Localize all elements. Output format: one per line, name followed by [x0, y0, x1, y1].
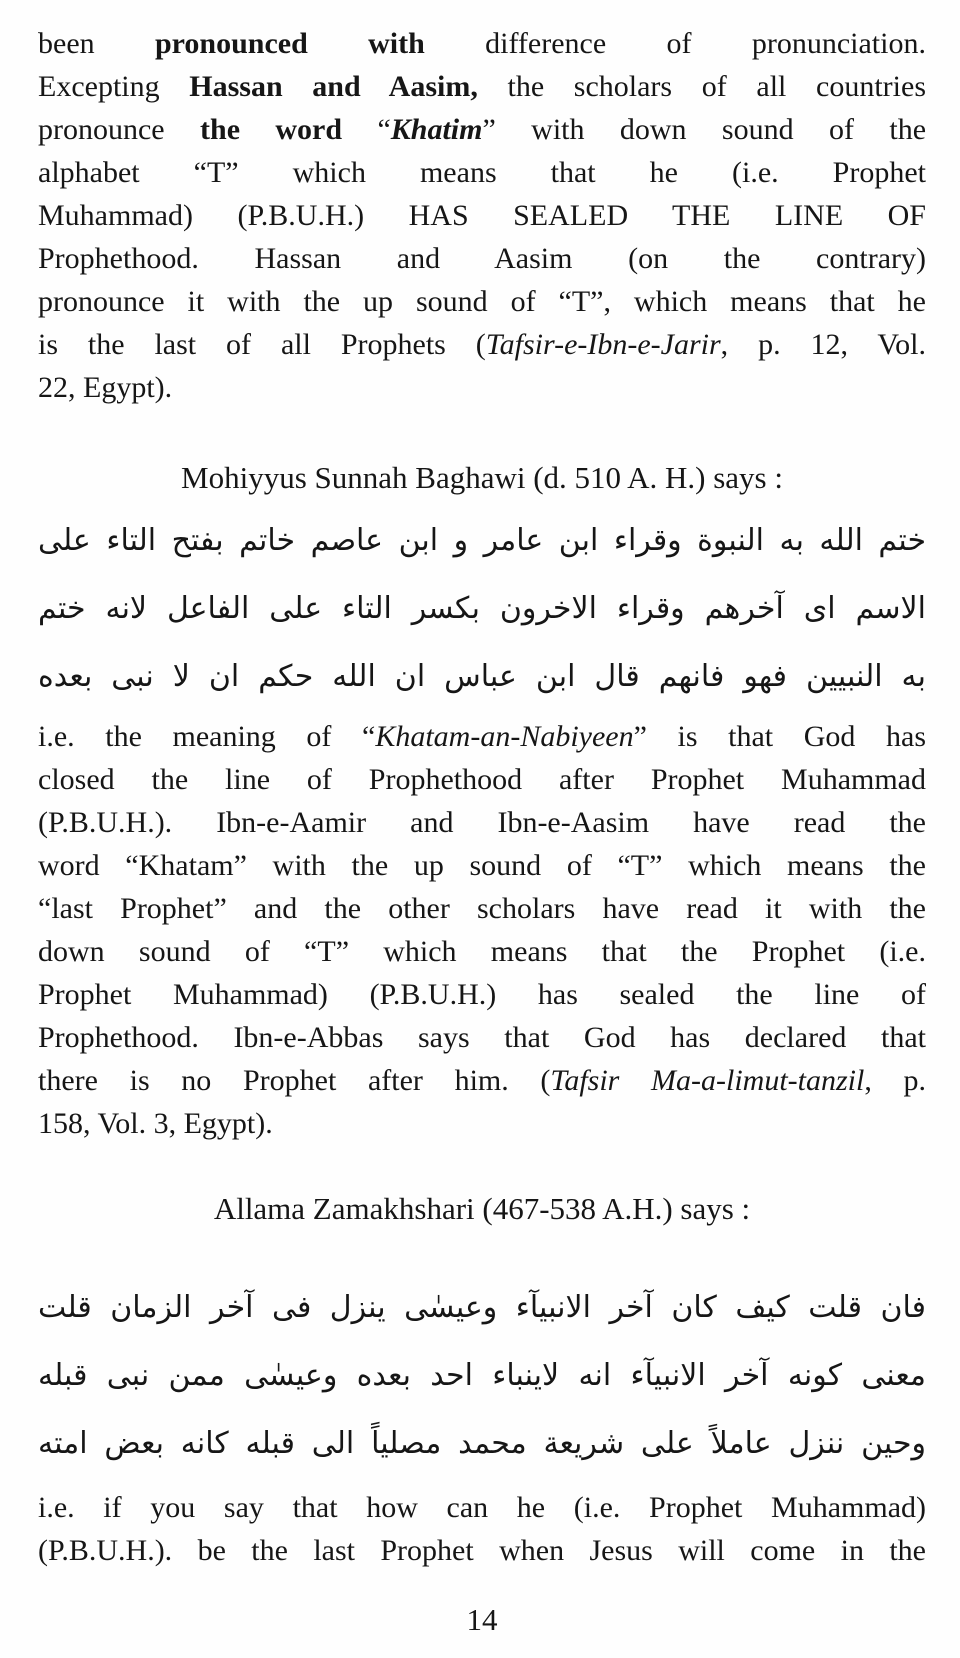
text-line [38, 1274, 926, 1342]
text-run: فان قلت كيف كان آخر الانبيآء وعيسٰى ينزل فى آخر الزمان قلت [38, 1290, 926, 1325]
text-line [38, 844, 926, 887]
text-run: 158, Vol. 3, Egypt). [38, 1107, 273, 1140]
text-run: is the last of all Prophets ( [38, 328, 486, 361]
text-run: Khatam-an-Nabiyeen [375, 720, 634, 753]
text-line [38, 65, 926, 108]
text-run: Khatim [390, 113, 483, 146]
text-line [38, 715, 926, 758]
text-line [38, 758, 926, 801]
arabic-quote-zamakhshari [38, 1274, 926, 1478]
text-line [38, 1529, 926, 1572]
text-run: Prophethood. Ibn-e-Abbas says that God has declared that [38, 1021, 926, 1054]
paragraph-khatim-pronunciation [38, 22, 926, 409]
text-run: closed the line of Prophethood after Prophet Muhammad [38, 763, 926, 796]
text-run: “ [342, 113, 391, 146]
text-run: there is no Prophet after him. ( [38, 1064, 551, 1097]
text-line [38, 643, 926, 711]
text-line [38, 801, 926, 844]
text-run: the word [200, 113, 343, 146]
text-run: الاسم اى آخرهم وقراء الاخرون بكسر التاء على الفاعل لانه ختم [38, 591, 926, 626]
text-run: Tafsir-e-Ibn-e-Jarir [485, 328, 721, 361]
text-run: pronounce [38, 113, 201, 146]
page-number: 14 [466, 1602, 498, 1637]
text-run: pronounce it with the up sound of “T”, which means that he [38, 285, 926, 318]
text-run: “last Prophet” and the other scholars have read it with the [38, 892, 926, 925]
text-run: Excepting [38, 70, 190, 103]
text-line [38, 1342, 926, 1410]
text-line [38, 1059, 926, 1102]
text-run: (P.B.U.H.). Ibn-e-Aamir and Ibn-e-Aasim have read the [38, 806, 926, 839]
text-line [38, 930, 926, 973]
text-run: difference of pronunciation. [424, 27, 926, 60]
text-run: (P.B.U.H.). be the last Prophet when Jesus will come in the [38, 1534, 926, 1567]
text-line [38, 108, 926, 151]
text-line [38, 151, 926, 194]
text-run: down sound of “T” which means that the Prophet (i.e. [38, 935, 926, 968]
text-run: Prophethood. Hassan and Aasim (on the contrary) [38, 242, 926, 275]
text-run: , p. [864, 1064, 927, 1097]
text-line [38, 280, 926, 323]
text-run: ختم الله به النبوة وقراء ابن عامر و ابن عاصم خاتم بفتح التاء على [38, 523, 926, 558]
text-line [38, 575, 926, 643]
text-run: Prophet Muhammad) (P.B.U.H.) has sealed the line of [38, 978, 926, 1011]
text-line [38, 1410, 926, 1478]
text-line [38, 507, 926, 575]
text-line [38, 366, 926, 409]
text-line [38, 1016, 926, 1059]
text-run: been [38, 27, 155, 60]
text-line [38, 887, 926, 930]
text-line [38, 237, 926, 280]
text-run: i.e. if you say that how can he (i.e. Prophet Muhammad) [38, 1491, 926, 1524]
text-run: ” is that God has [633, 720, 926, 753]
text-run: word “Khatam” with the up sound of “T” which means the [38, 849, 926, 882]
text-line [38, 194, 926, 237]
text-run: pronounced with [154, 27, 425, 60]
heading-zamakhshari: Allama Zamakhshari (467-538 A.H.) says : [213, 1191, 751, 1226]
heading-baghawi: Mohiyyus Sunnah Baghawi (d. 510 A. H.) says : [181, 460, 783, 495]
text-run: Tafsir Ma-a-limut-tanzil [550, 1064, 865, 1097]
text-line [38, 1486, 926, 1529]
text-line [38, 323, 926, 366]
text-run: the scholars of all countries [477, 70, 926, 103]
paragraph-jesus-question [38, 1486, 926, 1572]
text-run: وحين ننزل عاملاً على شريعة محمد مصلياً الى قبله كانه بعض امته [38, 1426, 926, 1461]
arabic-quote-baghawi [38, 507, 926, 711]
text-run: , p. 12, Vol. [720, 328, 926, 361]
text-run: ” with down sound of the [482, 113, 927, 146]
text-line [38, 22, 926, 65]
text-run: معنى كونه آخر الانبيآء انه لاينباء احد بعده وعيسٰى ممن نبى قبله [38, 1358, 926, 1393]
text-run: alphabet “T” which means that he (i.e. Prophet [38, 156, 926, 189]
text-run: به النبيين فهو فانهم قال ابن عباس ان الله حكم ان لا نبى بعده [38, 659, 926, 694]
text-line [38, 973, 926, 1016]
text-run: i.e. the meaning of “ [38, 720, 376, 753]
text-run: Muhammad) (P.B.U.H.) HAS SEALED THE LINE OF [38, 199, 926, 232]
text-run: 22, Egypt). [38, 371, 173, 404]
text-line [38, 1102, 926, 1145]
paragraph-khatam-meaning [38, 715, 926, 1145]
text-run: Hassan and Aasim, [189, 70, 478, 103]
